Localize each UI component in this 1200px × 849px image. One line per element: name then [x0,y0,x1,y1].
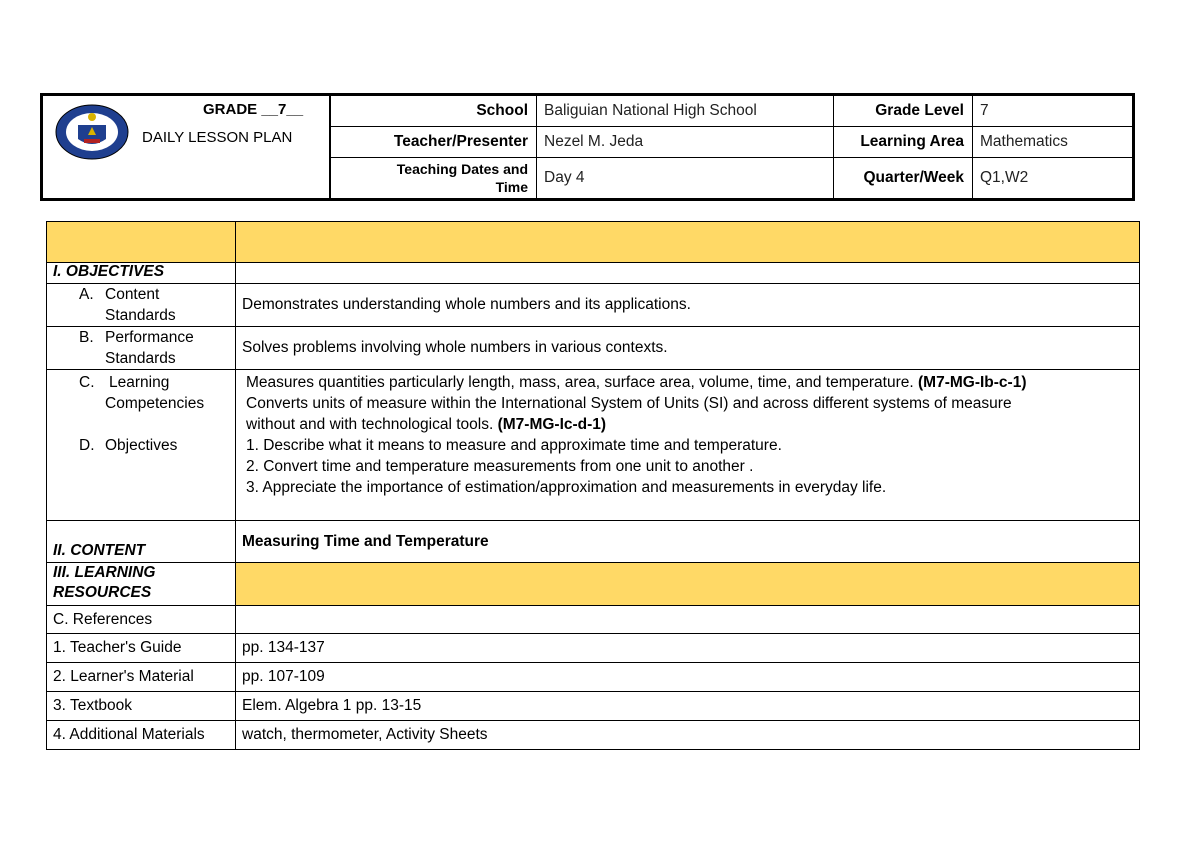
plan-title: DAILY LESSON PLAN [142,129,293,146]
resources-heading-line2: RESOURCES [53,584,152,601]
performance-standards-label [47,327,236,370]
competency-3: without and with technological tools. [246,416,494,433]
resources-heading [47,563,236,606]
content-standards-row [47,284,1140,327]
letter-c: C. [79,374,95,391]
teaching-dates-label-line1: Teaching Dates and [396,161,528,177]
competency-2: Converts units of measure within the International System of Units (SI) and across different systems of measure [246,395,1012,412]
objectives-heading-row [47,263,1140,284]
teacher-value: Nezel M. Jeda [537,127,834,158]
school-label: School [331,96,537,127]
objectives-label: Objectives [105,437,178,454]
teaching-dates-label [331,158,537,198]
resource-value: watch, thermometer, Activity Sheets [236,721,1140,750]
lesson-plan-table [46,221,1140,750]
resource-label: C. References [47,606,236,634]
learning-area-label: Learning Area [834,127,973,158]
letter-b: B. [79,329,94,346]
resource-row [47,634,1140,663]
competency-3-code: (M7-MG-Ic-d-1) [497,416,607,433]
competency-1: Measures quantities particularly length, mass, area, surface area, volume, time, and temperature. [246,374,914,391]
letter-a: A. [79,286,94,303]
grade-level-value: 7 [973,96,1132,127]
resources-heading-line1: III. LEARNING [53,564,156,581]
performance-label-1: Performance [105,329,194,346]
yellow-cell-left [47,222,236,263]
teaching-dates-value: Day 4 [537,158,834,198]
yellow-header-row [47,222,1140,263]
teacher-label: Teacher/Presenter [331,127,537,158]
learning-area-value: Mathematics [973,127,1132,158]
deped-seal-icon [54,103,130,161]
grade-level-label: Grade Level [834,96,973,127]
resource-value: Elem. Algebra 1 pp. 13-15 [236,692,1140,721]
yellow-cell-right [236,222,1140,263]
objective-3: 3. Appreciate the importance of estimation/approximation and measurements in everyday life. [246,479,887,496]
grade-label: GRADE __7__ [203,101,304,118]
competencies-label-2: Competencies [105,395,205,412]
resource-label: 2. Learner's Material [47,663,236,692]
objectives-heading: I. OBJECTIVES [47,263,236,284]
quarter-value: Q1,W2 [980,169,1029,186]
lesson-plan-header [40,93,1135,201]
competencies-label [47,370,236,521]
content-value: Measuring Time and Temperature [236,521,1140,563]
objective-1: 1. Describe what it means to measure and approximate time and temperature. [246,437,782,454]
competency-1-code: (M7-MG-Ib-c-1) [918,374,1027,391]
resource-label: 3. Textbook [47,692,236,721]
resources-heading-row [47,563,1140,606]
content-label-2: Standards [105,307,176,324]
resources-yellow-cell [236,563,1140,606]
resource-label: 1. Teacher's Guide [47,634,236,663]
objective-2: 2. Convert time and temperature measurements from one unit to another . [246,458,754,475]
content-standards-value: Demonstrates understanding whole numbers and its applications. [236,284,1140,327]
content-standards-label [47,284,236,327]
quarter-label: Quarter/Week [834,158,973,198]
performance-label-2: Standards [105,350,176,367]
content-row [47,521,1140,563]
content-label-1: Content [105,286,160,303]
performance-standards-row [47,327,1140,370]
performance-standards-value: Solves problems involving whole numbers in various contexts. [236,327,1140,370]
logo-cell [43,96,331,198]
teaching-dates-label-line2: Time [495,179,528,195]
resource-value: pp. 107-109 [236,663,1140,692]
school-value: Baliguian National High School [537,96,834,127]
resource-row [47,721,1140,750]
competencies-row [47,370,1140,521]
letter-d: D. [79,437,95,454]
resource-row [47,663,1140,692]
objectives-heading-blank [236,263,1140,284]
competencies-label-1: Learning [109,374,170,391]
resource-value: pp. 134-137 [236,634,1140,663]
resource-value [236,606,1140,634]
competencies-value [236,370,1140,521]
resource-row [47,692,1140,721]
resource-label: 4. Additional Materials [47,721,236,750]
resource-row [47,606,1140,634]
content-heading: II. CONTENT [47,521,236,563]
